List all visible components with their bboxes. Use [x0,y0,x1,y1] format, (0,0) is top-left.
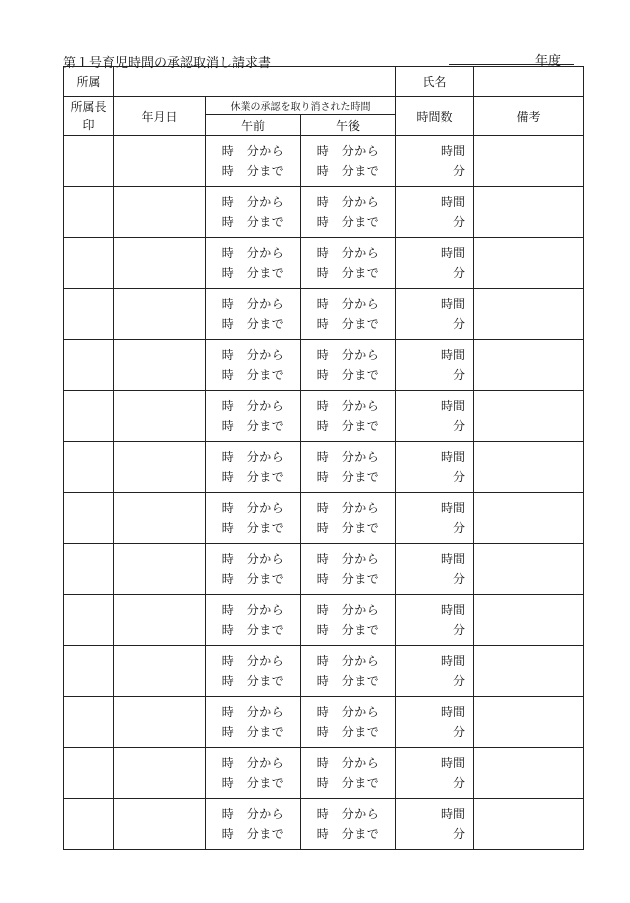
pm-until-text: 時 分まで [316,419,380,433]
date-cell[interactable] [114,697,206,748]
minutes-unit-text: 分 [453,827,466,841]
supervisor-seal-cell[interactable] [64,799,114,850]
am-time-cell[interactable] [206,289,301,340]
remarks-cell[interactable] [474,544,584,595]
minutes-unit-text: 分 [453,419,466,433]
minutes-unit-text: 分 [453,725,466,739]
am-from-text: 時 分から [221,807,285,821]
pm-time-cell[interactable] [301,748,396,799]
minutes-unit-text: 分 [453,521,466,535]
hours-cell[interactable] [396,187,474,238]
hours-cell[interactable] [396,442,474,493]
am-from-text: 時 分から [221,552,285,566]
remarks-cell[interactable] [474,136,584,187]
remarks-cell[interactable] [474,289,584,340]
am-time-cell[interactable] [206,391,301,442]
date-cell[interactable] [114,646,206,697]
hours-unit-text: 時間 [441,756,466,770]
date-cell[interactable] [114,136,206,187]
am-from-text: 時 分から [221,297,285,311]
pm-until-text: 時 分まで [316,215,380,229]
am-until-text: 時 分まで [221,776,285,790]
hours-cell[interactable] [396,340,474,391]
table-row [64,493,584,544]
pm-time-cell[interactable] [301,544,396,595]
hours-cell[interactable] [396,646,474,697]
pm-time-cell[interactable] [301,238,396,289]
pm-from-text: 時 分から [316,654,380,668]
table-row [64,697,584,748]
pm-until-text: 時 分まで [316,674,380,688]
minutes-unit-text: 分 [453,470,466,484]
supervisor-seal-cell[interactable] [64,289,114,340]
am-from-text: 時 分から [221,705,285,719]
pm-from-text: 時 分から [316,246,380,260]
am-time-cell[interactable] [206,748,301,799]
am-until-text: 時 分まで [221,419,285,433]
hours-unit-text: 時間 [441,195,466,209]
minutes-unit-text: 分 [453,164,466,178]
pm-until-text: 時 分まで [316,317,380,331]
am-time-cell[interactable] [206,799,301,850]
date-cell[interactable] [114,493,206,544]
date-cell[interactable] [114,340,206,391]
pm-time-cell[interactable] [301,442,396,493]
remarks-cell[interactable] [474,442,584,493]
pm-from-text: 時 分から [316,603,380,617]
hours-cell[interactable] [396,544,474,595]
date-cell[interactable] [114,595,206,646]
am-from-text: 時 分から [221,399,285,413]
pm-until-text: 時 分まで [316,164,380,178]
supervisor-seal-cell[interactable] [64,493,114,544]
hours-unit-text: 時間 [441,807,466,821]
pm-until-text: 時 分まで [316,725,380,739]
remarks-header: 備考 [474,97,584,136]
date-cell[interactable] [114,544,206,595]
fiscal-year-field[interactable] [449,64,574,65]
hours-unit-text: 時間 [441,450,466,464]
pm-until-text: 時 分まで [316,623,380,637]
minutes-unit-text: 分 [453,572,466,586]
am-time-cell[interactable] [206,238,301,289]
am-from-text: 時 分から [221,603,285,617]
pm-time-cell[interactable] [301,187,396,238]
pm-time-cell[interactable] [301,493,396,544]
supervisor-seal-cell[interactable] [64,748,114,799]
am-until-text: 時 分まで [221,623,285,637]
hours-cell[interactable] [396,799,474,850]
table-row [64,391,584,442]
am-time-cell[interactable] [206,187,301,238]
minutes-unit-text: 分 [453,674,466,688]
form-title: 第１号育児時間の承認取消し請求書 [63,56,272,71]
hours-unit-text: 時間 [441,348,466,362]
supervisor-seal-cell[interactable] [64,646,114,697]
am-time-cell[interactable] [206,697,301,748]
am-until-text: 時 分まで [221,215,285,229]
pm-from-text: 時 分から [316,501,380,515]
pm-time-cell[interactable] [301,391,396,442]
am-until-text: 時 分まで [221,470,285,484]
hours-unit-text: 時間 [441,603,466,617]
am-time-cell[interactable] [206,646,301,697]
date-cell[interactable] [114,238,206,289]
am-until-text: 時 分まで [221,827,285,841]
supervisor-seal-label-line1: 所属長 [70,100,107,114]
table-row [64,340,584,391]
am-time-cell[interactable] [206,340,301,391]
minutes-unit-text: 分 [453,776,466,790]
pm-time-cell[interactable] [301,646,396,697]
am-from-text: 時 分から [221,144,285,158]
pm-from-text: 時 分から [316,144,380,158]
am-time-cell[interactable] [206,595,301,646]
pm-from-text: 時 分から [316,195,380,209]
hours-cell[interactable] [396,493,474,544]
date-cell[interactable] [114,442,206,493]
minutes-unit-text: 分 [453,317,466,331]
am-from-text: 時 分から [221,501,285,515]
hours-unit-text: 時間 [441,552,466,566]
pm-until-text: 時 分まで [316,266,380,280]
pm-from-text: 時 分から [316,348,380,362]
date-cell[interactable] [114,799,206,850]
am-until-text: 時 分まで [221,368,285,382]
date-cell[interactable] [114,187,206,238]
remarks-cell[interactable] [474,238,584,289]
supervisor-seal-cell[interactable] [64,697,114,748]
pm-until-text: 時 分まで [316,776,380,790]
supervisor-seal-header [64,97,114,136]
hours-cell[interactable] [396,289,474,340]
pm-until-text: 時 分まで [316,827,380,841]
remarks-cell[interactable] [474,340,584,391]
minutes-unit-text: 分 [453,623,466,637]
am-until-text: 時 分まで [221,725,285,739]
table-row [64,799,584,850]
fiscal-year-label: 年度 [535,54,562,69]
date-cell[interactable] [114,289,206,340]
pm-until-text: 時 分まで [316,572,380,586]
pm-header: 午後 [301,115,396,136]
am-from-text: 時 分から [221,654,285,668]
pm-from-text: 時 分から [316,705,380,719]
pm-time-cell[interactable] [301,799,396,850]
pm-until-text: 時 分まで [316,521,380,535]
am-time-cell[interactable] [206,136,301,187]
pm-until-text: 時 分まで [316,470,380,484]
hours-unit-text: 時間 [441,654,466,668]
hours-unit-text: 時間 [441,297,466,311]
table-row [64,748,584,799]
supervisor-seal-cell[interactable] [64,136,114,187]
pm-from-text: 時 分から [316,297,380,311]
am-from-text: 時 分から [221,246,285,260]
am-from-text: 時 分から [221,756,285,770]
date-header: 年月日 [114,97,206,136]
remarks-cell[interactable] [474,646,584,697]
pm-from-text: 時 分から [316,450,380,464]
hours-cell[interactable] [396,697,474,748]
supervisor-seal-cell[interactable] [64,187,114,238]
supervisor-seal-label-line2: 印 [82,118,95,132]
am-time-cell[interactable] [206,442,301,493]
minutes-unit-text: 分 [453,368,466,382]
am-until-text: 時 分まで [221,521,285,535]
supervisor-seal-cell[interactable] [64,595,114,646]
pm-time-cell[interactable] [301,595,396,646]
am-time-cell[interactable] [206,544,301,595]
pm-from-text: 時 分から [316,807,380,821]
am-from-text: 時 分から [221,348,285,362]
name-label: 氏名 [396,67,474,97]
table-row [64,289,584,340]
remarks-cell[interactable] [474,595,584,646]
hours-cell[interactable] [396,238,474,289]
pm-from-text: 時 分から [316,552,380,566]
table-row [64,544,584,595]
remarks-cell[interactable] [474,799,584,850]
hours-unit-text: 時間 [441,501,466,515]
table-row [64,646,584,697]
date-cell[interactable] [114,391,206,442]
am-from-text: 時 分から [221,195,285,209]
pm-time-cell[interactable] [301,340,396,391]
minutes-unit-text: 分 [453,266,466,280]
am-header: 午前 [206,115,301,136]
supervisor-seal-cell[interactable] [64,442,114,493]
affiliation-field[interactable] [114,67,396,97]
hours-unit-text: 時間 [441,246,466,260]
request-form-table [63,66,584,850]
remarks-cell[interactable] [474,697,584,748]
supervisor-seal-cell[interactable] [64,544,114,595]
cancelled-period-header: 休業の承認を取り消された時間 [206,97,396,115]
date-cell[interactable] [114,748,206,799]
am-until-text: 時 分まで [221,164,285,178]
minutes-unit-text: 分 [453,215,466,229]
remarks-cell[interactable] [474,391,584,442]
am-from-text: 時 分から [221,450,285,464]
hours-cell[interactable] [396,748,474,799]
table-row [64,442,584,493]
affiliation-label: 所属 [64,67,114,97]
table-row [64,187,584,238]
am-until-text: 時 分まで [221,266,285,280]
table-row [64,595,584,646]
hours-cell[interactable] [396,391,474,442]
hours-unit-text: 時間 [441,144,466,158]
pm-time-cell[interactable] [301,289,396,340]
table-row [64,136,584,187]
am-time-cell[interactable] [206,493,301,544]
hours-unit-text: 時間 [441,705,466,719]
remarks-cell[interactable] [474,493,584,544]
pm-from-text: 時 分から [316,399,380,413]
supervisor-seal-cell[interactable] [64,238,114,289]
remarks-cell[interactable] [474,187,584,238]
pm-time-cell[interactable] [301,697,396,748]
name-field[interactable] [474,67,584,97]
hours-unit-text: 時間 [441,399,466,413]
hours-cell[interactable] [396,136,474,187]
am-until-text: 時 分まで [221,572,285,586]
am-until-text: 時 分まで [221,317,285,331]
hours-header: 時間数 [396,97,474,136]
hours-cell[interactable] [396,595,474,646]
remarks-cell[interactable] [474,748,584,799]
supervisor-seal-cell[interactable] [64,340,114,391]
pm-time-cell[interactable] [301,136,396,187]
pm-until-text: 時 分まで [316,368,380,382]
am-until-text: 時 分まで [221,674,285,688]
supervisor-seal-cell[interactable] [64,391,114,442]
pm-from-text: 時 分から [316,756,380,770]
table-row [64,238,584,289]
